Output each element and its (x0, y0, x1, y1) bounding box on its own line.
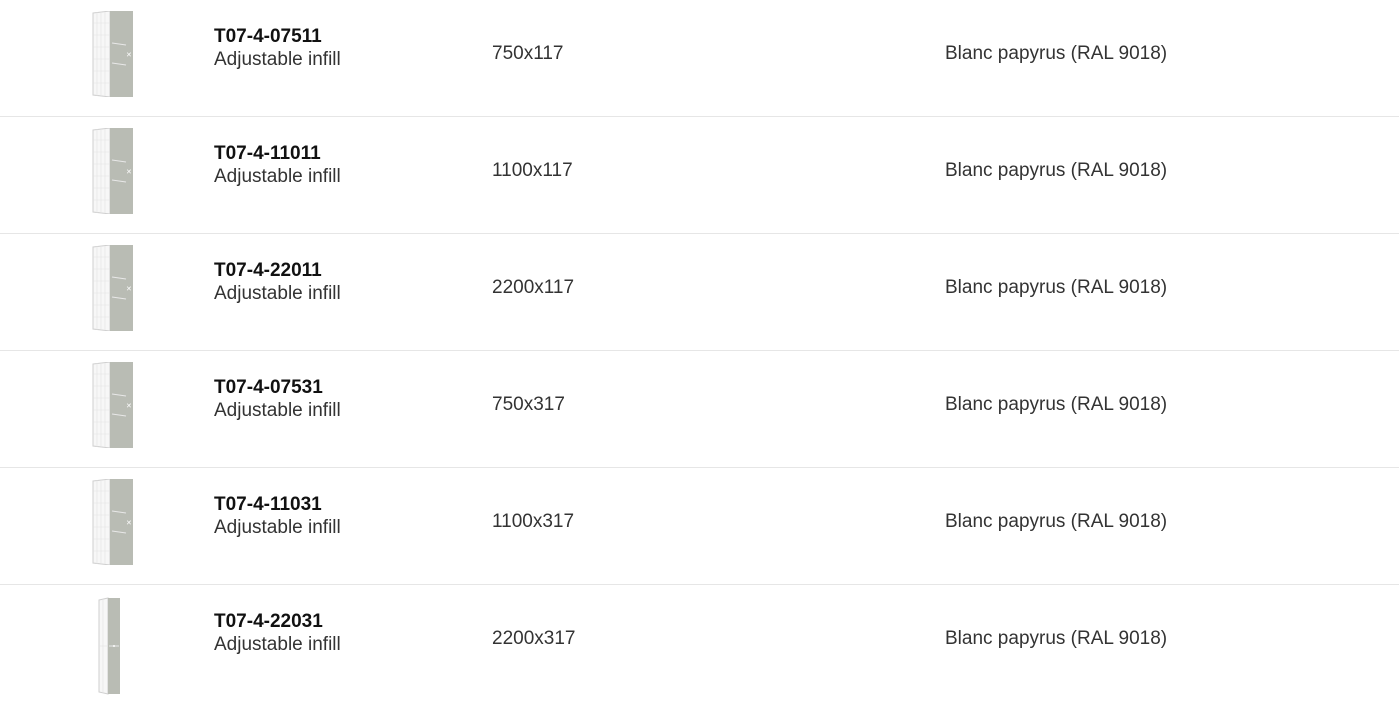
product-row[interactable] (0, 117, 1399, 234)
adjustable-infill-panel-icon (92, 479, 134, 565)
product-dimensions: 750x117 (492, 43, 564, 64)
product-row[interactable] (0, 351, 1399, 468)
adjustable-infill-panel-icon (92, 362, 134, 448)
product-description: Adjustable infill (214, 517, 341, 538)
adjustable-infill-narrow-panel-icon (92, 596, 134, 682)
product-color: Blanc papyrus (RAL 9018) (945, 628, 1168, 649)
product-dimensions: 1100x317 (492, 511, 575, 532)
product-code: T07-4-07531 (214, 377, 323, 398)
product-color: Blanc papyrus (RAL 9018) (945, 511, 1168, 532)
adjustable-infill-panel-icon (92, 128, 134, 214)
product-color: Blanc papyrus (RAL 9018) (945, 160, 1168, 181)
product-color: Blanc papyrus (RAL 9018) (945, 394, 1168, 415)
product-code: T07-4-11031 (214, 494, 322, 515)
product-code: T07-4-22011 (214, 260, 322, 281)
product-row[interactable] (0, 585, 1399, 702)
product-dimensions: 750x317 (492, 394, 565, 415)
adjustable-infill-panel-icon (92, 245, 134, 331)
product-row[interactable] (0, 234, 1399, 351)
svg-text:✕: ✕ (126, 402, 132, 410)
product-code: T07-4-11011 (214, 143, 321, 164)
product-description: Adjustable infill (214, 283, 341, 304)
product-dimensions: 1100x117 (492, 160, 573, 181)
product-color: Blanc papyrus (RAL 9018) (945, 277, 1168, 298)
svg-text:✕: ✕ (126, 285, 132, 293)
product-row[interactable] (0, 0, 1399, 117)
svg-text:✕: ✕ (126, 519, 132, 527)
product-description: Adjustable infill (214, 49, 341, 70)
product-dimensions: 2200x117 (492, 277, 575, 298)
product-code: T07-4-22031 (214, 611, 323, 632)
product-description: Adjustable infill (214, 400, 341, 421)
svg-text:✕: ✕ (126, 168, 132, 176)
product-row[interactable] (0, 468, 1399, 585)
product-code: T07-4-07511 (214, 26, 322, 47)
svg-text:✕: ✕ (126, 51, 132, 59)
product-description: Adjustable infill (214, 166, 341, 187)
product-color: Blanc papyrus (RAL 9018) (945, 43, 1168, 64)
product-description: Adjustable infill (214, 634, 341, 655)
adjustable-infill-panel-icon (92, 11, 134, 97)
product-dimensions: 2200x317 (492, 628, 576, 649)
